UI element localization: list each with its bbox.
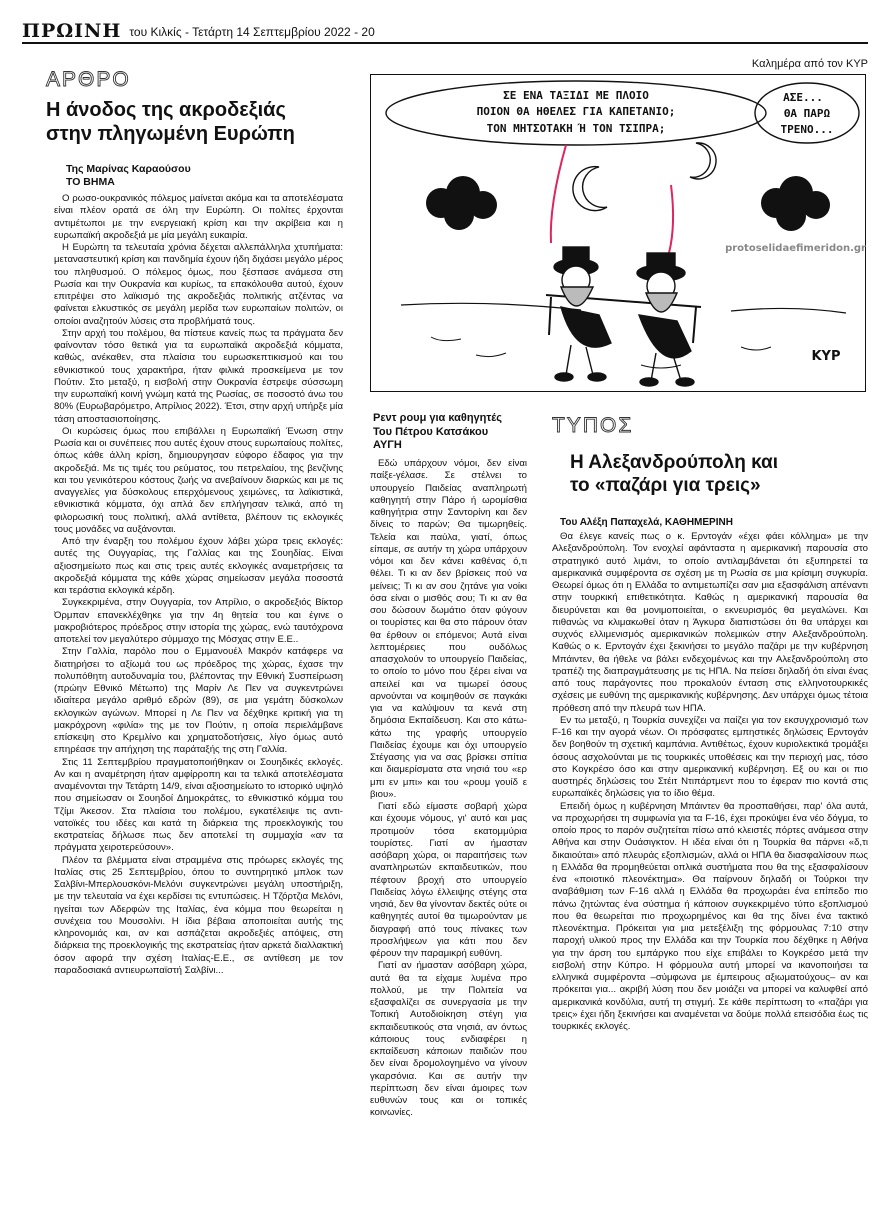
section-label-typos: ΤΥΠΟΣ <box>552 414 634 437</box>
bubble-left-line2: ΠΟΙΟΝ ΘΑ ΗΘΕΛΕΣ ΓΙΑ ΚΑΠΕΤΑΝΙΟ; <box>476 105 676 118</box>
left-article-body <box>54 193 343 1193</box>
header-date-page: του Κιλκίς - Τετάρτη 14 Σεπτεμβρίου 2022 - 20 <box>129 25 375 39</box>
paragraph: Ο ρωσο-ουκρανικός πόλεμος μαίνεται ακόμα και τα αποτελέσματα είναι πλέον ορατά σε όλη την Ευρώπη. Οι πολίτες έρχονται αντιμέτωποι με την ενεργειακή κρίση και την ακρίβεια και η ευρωπαϊκή ακροδεξιά με μία μεγάλη ευκαιρία. <box>54 193 343 241</box>
paragraph: Από την έναρξη του πολέμου έχουν λάβει χώρα τρεις εκλογές: αυτές της Ουγγαρίας, της Γαλλίας και της Σουηδίας. Είναι αξιοσημείωτο πως και στις τρεις αυτές εκλογικές αναμετρήσεις τα ακροδεξιά κόμματα της κάθε χώρας σημείωσαν μεγάλα ποσοστά και τεράστια εκλογικά κέρδη. <box>54 536 343 596</box>
middle-byline-source: ΑΥΓΗ <box>373 439 402 451</box>
left-title-line1: Η άνοδος της ακροδεξιάς <box>46 99 286 121</box>
left-byline-author: Της Μαρίνας Καραούσου <box>66 163 191 175</box>
left-byline-source: ΤΟ ΒΗΜΑ <box>66 176 115 188</box>
paragraph: Η Ευρώπη τα τελευταία χρόνια δέχεται αλλεπάλληλα χτυπήματα: μεταναστευτική κρίση και πανδημία έχουν ήδη διχάσει μεγάλο μέρος του πληθυσμού. Ο πόλεμος όμως, που ξέσπασε ανάμεσα στη Ρωσία και την Ουκρανία και κυρίως, τα επακόλουθα αυτού, έχουν επιτρέψει στο λαϊκισμό της ακροδεξιάς πολιτικής ατζέντας να φαίνεται ελκυστικός σε μεγάλη μερίδα των ευρωπαίων πολιτών, οι οποίοι αναζητούν λύσεις στα προβλήματά τους. <box>54 242 343 327</box>
left-article-title <box>46 98 346 146</box>
cartoon-drawing <box>371 75 864 390</box>
paragraph: Γιατί αν ήμασταν ασόβαρη χώρα, αυτά θα τα είχαμε λυμένα προ πολλού, με την Πολιτεία να εξασφαλίζει σε συνεργασία με την Τοπική Αυτοδιοίκηση στέγη για εκπαιδευτικούς στα νησιά, αν όντως κάποιους τους ενδιαφέρει η εκπαίδευση κάποιων παιδιών που δεν είναι δρομολογημένο να γίνουν γκαρσόνια. Και σε αυτήν την περίπτωση δεν είναι άμοιρες των ευθυνών τους και οι τοπικές κοινωνίες. <box>370 960 527 1119</box>
bubble-right-line3: ΤΡΕΝΟ... <box>780 123 834 136</box>
watermark: protoselidaefimeridon.gr <box>725 243 866 254</box>
section-label-arthro: ΑΡΘΡΟ <box>46 68 131 91</box>
right-title-line1: Η Αλεξανδρούπολη και <box>570 452 779 473</box>
paragraph: Στην αρχή του πολέμου, θα πίστευε κανείς πως τα πράγματα δεν φαίνονταν τόσο θετικά για τα ευρωπαϊκά ακροδεξιά κόμματα, καθώς, ανέκαθεν, στα πλαίσια του ευρωσκεπτικισμού και του εθνικιστικού τους χαρακτήρα, ήταν φιλικά προσκείμενα με τον Πούτιν. Στο μεταξύ, η εισβολή στην Ουκρανία έστρεψε σύσσωμη την ευρωπαϊκή κοινή γνώμη κατά της Ρωσίας, σε ποσοστό άνω του 80% (Ευρωβαρόμετρο, Απρίλιος 2022). Έτσι, στην αρχή υπήρξε μία τάση αποστασιοποίησης. <box>54 327 343 425</box>
left-article-byline <box>66 163 191 189</box>
paragraph: Γιατί εδώ είμαστε σοβαρή χώρα και έχουμε νόμους, γι' αυτό και μας προτιμούν τόσα εκατομμύρια τουρίστες. Γιατί αν ήμασταν ασόβαρη χώρα, οι παραιτήσεις των αναπληρωτών εκπαιδευτικών, που πέφτουν βροχή στο υπουργείο Παιδείας λόγω έλλειψης στέγης στα νησιά, δεν θα γίνονταν δεκτές ούτε οι καθηγητές αυτοί θα τιμωρούνταν με διαγραφή από τους πίνακες των προσλήψεων για κάτι που δεν φέρουν την παραμικρή ευθύνη. <box>370 801 527 959</box>
paragraph: Στην Γαλλία, παρόλο που ο Εμμανουέλ Μακρόν κατάφερε να διατηρήσει το αξίωμά του ως πρόεδρος της χώρας, έχασε την πολυπόθητη αυτοδυναμία του, βλέποντας την Εθνική Συσπείρωση (πρώην Εθνικό Μέτωπο) της Μαρίν Λε Πεν να συγκεντρώνει ιδιαίτερα μεγάλο αριθμό εδρών (89), σε μια γεμάτη δύσκολων εκλογικών αγώνων. Μπορεί η Λε Πεν να δέχθηκε κριτική για τη μακρόχρονη «φιλία» της με τον Πούτιν, η οποία περιελάμβανε επίσκεψη στο Κρεμλίνο και χρηματοδοτήσεις, λίγο όμως αυτό επηρέασε την απήχηση της παράταξής της στη Γαλλία. <box>54 646 343 756</box>
cartoon-credit: Καλημέρα από τον ΚΥΡ <box>751 58 868 70</box>
bubble-right-line2: ΘΑ ΠΑΡΩ <box>783 107 831 120</box>
bubble-left-line3: ΤΟΝ ΜΗΤΣΟΤΑΚΗ Ή ΤΟΝ ΤΣΙΠΡΑ; <box>486 122 666 135</box>
paragraph: Στις 11 Σεπτεμβρίου πραγματοποιήθηκαν οι Σουηδικές εκλογές. Αν και η αναμέτρηση ήταν αμφίρροπη και τα τελικά αποτελέσματα αναμένονται την Τετάρτη 14/9, είναι αξιοσημείωτο το ιστορικό υψηλό που σημείωσαν οι Σουηδοί Δημοκράτες, το εθνικιστικό κόμμα του Τζίμι Άκεσον. Στα πλαίσια του πολέμου, εγκατέλειψε τις αντι-νατοϊκές του ιδέες και κατά τη διάρκεια της προεκλογικής του εκστρατείας δήλωσε πως δεν αποτελεί τη συμμαχία «αν τα πράγματα χειροτερεύσουν». <box>54 756 343 854</box>
paragraph: Οι κυρώσεις όμως που επιβάλλει η Ευρωπαϊκή Ένωση στην Ρωσία και οι συνέπειες που αυτές έχουν στους ευρωπαίους πολίτες, όπως κάθε άλλη κρίση, δημιουργησαν εύφορο έδαφος για την ακροδεξιά. Με τις τιμές του ρεύματος, του πετρελαίου, της βενζίνης και του γενικότερου κόστους ζωής να ανεβαίνουν διαρκώς και με τις αναγγελίες για δύσκολους επερχόμενους χειμώνες, τα λαϊκιστικά, εθνικιστικά κόμματα, όχι απλά δεν επλήγησαν τελικά, από τη φιλορωσική τους πολιτική, αλλά αντίθετα, βλέπουν τις εκλογικές τους μονάδες να αυξάνονται. <box>54 425 343 535</box>
paragraph: Επειδή όμως η κυβέρνηση Μπάιντεν θα προσπαθήσει, παρ' όλα αυτά, να προχωρήσει τη συμφωνία για τα F-16, έχει προκύψει ένα νέο δόγμα, το οποίο προς το παρόν συζητείται πίσω από κλειστές πόρτες ανάμεσα στην Αθήνα και στην Ουάσιγκτον. Η ιδέα είναι ότι η Τουρκία θα πάρνει «δ,τι δικαιούται» από πλευράς εξοπλισμών, αλλά οι ΗΠΑ θα διασφαλίσουν πως η Ελλάδα θα προμηθεύεται οπλικά συστήματα που θα της εξασφαλίσουν ένα «ποιοτικό πλεονέκτημα». Θα παίρνουν δηλαδή οι Τούρκοι την αναβάθμιση των F-16 αλλά η Ελλάδα θα προχωράει ένα επίπεδο πιο πάνω ζητώντας ένα σύστημα ή κάποιον συγκεκριμένο τύπο εξοπλισμού που θα θεωρείται πιο προχωρημένος και θα της δίνει ένα τακτικό πλεονέκτημα. Πρόκειται για μια μετεξέλιξη της φόρμουλας 7:10 στην παροχή υλικού προς την Ελλάδα και την Τουρκία που δέχθηκε η Αθήνα για την άρση του εμπάργκο που είχε επιβάλει το Κογκρέσο μετά την εισβολή στην Κύπρο. Η φόρμουλα αυτή μπορεί να ικανοποιήσει τα ελληνικά συμφέροντα –σύμφωνα με έμπειρους αξιωματούχους– αν και πρόκειται για... ακριβή λύση που δεν μοιάζει να μπορεί να καλυφθεί από αμερικανικά κονδύλια, αυτή τη στιγμή. Σε κάθε περίπτωση το «παζάρι για τρεις» έχει ήδη ξεκινήσει και αναμένεται να δούμε πολλά επεισόδια έως τις τουρκικές εκλογές. <box>552 800 868 1032</box>
right-article-byline: Του Αλέξη Παπαχελά, ΚΑΘΗΜΕΡΙΝΗ <box>560 517 733 528</box>
paragraph: Εν τω μεταξύ, η Τουρκία συνεχίζει να παίζει για τον εκσυγχρονισμό των F-16 και την αγορά νέων. Οι πρόσφατες εμπηστικές δηλώσεις Ερντογάν δεν βοηθούν τη σχετική καμπάνια. Αντιθέτως, έχουν κυριολεκτικά τρομάξει όσους ασχολούνται με τις τουρκικές υποθέσεις και την περιοχή μας, τόσο στο Κογκρέσο όσο και στην αμερικανική κυβέρνηση. Εξ ου και οι πιο αυστηρές δηλώσεις του Στέιτ Ντιπάρτμεντ που το έφεραν πιο κοντά στις ευρωπαϊκές δηλώσεις για το ίδιο θέμα. <box>552 714 868 800</box>
paragraph: Πλέον τα βλέμματα είναι στραμμένα στις πρόωρες εκλογές της Ιταλίας στις 25 Σεπτεμβρίου, όπου το συντηρητικό μπλοκ των Σαλβίνι-Μπερλουσκόνι-Μελόνι συγκεντρώνει μεγάλη υποστήριξη, με την τελευταία να έχει κερδίσει τις εντυπώσεις. Η Τζόρτζια Μελόνι, ηγείται των Αδερφών της Ιταλίας, ένα κόμμα που θεωρείται η συνέχεια του Μουσολίνι. Η ίδια βέβαια αποποιείται αυτής της κληρονομιάς και, αν και ασπάζεται ακροδεξιές απόψεις, στη διάρκεια της προεκλογικής της εκστρατείας ήταν αρκετά διαλλακτική όσον αφορά την σχέση Ιταλίας-Ε.Ε., σε αντίθεση με τον παραδοσιακά αντιευρωπαϊστή Σαλβίνι... <box>54 854 343 976</box>
middle-article-header <box>373 412 502 453</box>
paragraph: Εδώ υπάρχουν νόμοι, δεν είναι παίξε-γέλασε. Σε στέλνει το υπουργείο Παιδείας αναπληρωτή καθηγητή στην Πάρο ή ωρομίσθια καθηγήτρια στην Σαντορίνη και δεν δίνεις το παρών; Θα τιμωρηθείς. Τελεία και παύλα, γιατί, όπως είπαμε, σε αυτήν τη χώρα υπάρχουν νόμοι και δεν κάνει καθένας ό,τι θέλει. Τι κι αν δεν βρίσκεις πού να μείνεις; Τι κι αν σου ζητάνε για νοίκι όσα είναι ο μισθός σου; Τι κι αν θα σου δώσουν δωμάτιο όταν φύγουν οι τουρίστες και θα στο πάρουν όταν θα έρθουν οι επόμενοι; Αυτά είναι λεπτομέρειες που ουδόλως απασχολούν το υπουργείο Παιδείας, το οποίο το μόνο που ξέρει είναι να απειλεί και να τιμωρεί όσους αρνούνται να κοιμηθούν σε παγκάκι για να καλύψουν τα κενά στη δημόσια Εκπαίδευση. Και στο κάτω-κάτω της γραφής υπουργείο Παιδείας έχουμε και όχι υπουργείο Στέγασης για να σας βρίσκει σπίτια και διαμερίσματα στα νησιά του «ερ μπι εν μπι» και του «ρουμ γουίδ ε βιου». <box>370 458 527 800</box>
middle-title: Ρεντ ρουμ για καθηγητές <box>373 412 502 424</box>
paragraph: Θα έλεγε κανείς πως ο κ. Ερντογάν «έχει φάει κόλλημα» με την Αλεξανδρούπολη. Τον ενοχλεί αφάνταστα η αμερικανική παρουσία στο στρατηγικό αυτό λιμάνι, το οποίο αντιλαμβάνεται ότι εξυπηρετεί τα αμερικανικά συμφέροντα σε σχέση με τη Ρωσία σε μια κρίσιμη συγκυρία. Θεωρεί όμως ότι η Ελλάδα το αντιμετωπίζει σαν μια εξασφάλιση απέναντι στην τουρκική επιθετικότητα. Καθώς η αμερικανική παρουσία θα διευρύνεται και θα μονιμοποιείται, ο εκνευρισμός θα μεγαλώνει. Και πιθανώς να κλιμακωθεί όταν η Άγκυρα διαπιστώσει ότι θα υπάρχει και συχνός ελλιμενισμός αμερικανικών πολεμικών στην Αλεξανδρούπολη. Καθώς ο κ. Ερντογάν έχει ξεκινήσει το μεγάλο παζάρι με την κυβέρνηση Μπάιντεν, θα ήθελε να βάλει ενδεχομένως και την Αλεξανδρούπολη στο τραπέζι της διαπραγμάτευσης με τις ΗΠΑ. Να πείσει δηλαδή ότι είναι ένας από τους παράγοντες που προκαλούν ένταση στις ελληνοτουρκικές σχέσεις με ευθύνη της αμερικανικής κυβέρνησης. Δεν υπάρχει όμως τέτοια πρόθεση από την πλευρά των ΗΠΑ. <box>552 531 868 714</box>
paragraph: Συγκεκριμένα, στην Ουγγαρία, τον Απρίλιο, ο ακροδεξιός Βίκτορ Όρμπαν επανεκλέχθηκε για την 4η θητεία του και έγινε ο μακροβιότερος πρόεδρος στην ιστορία της χώρας, ενώ ταυτόχρονα αποτελεί τον μεγαλύτερο σύμμαχο της Μόσχας στην Ε.Ε.. <box>54 597 343 645</box>
middle-byline-author: Του Πέτρου Κατσάκου <box>373 425 489 438</box>
cartoon-signature: ΚΥΡ <box>811 349 841 364</box>
middle-article-body <box>370 458 527 1178</box>
page-header <box>22 20 868 44</box>
cartoon <box>370 74 866 392</box>
masthead: ΠΡΩΙΝΗ <box>22 20 122 42</box>
bubble-left-line1: ΣΕ ΕΝΑ ΤΑΞΙΔΙ ΜΕ ΠΛΟΙΟ <box>503 89 649 102</box>
right-article-body <box>552 531 868 1181</box>
left-title-line2: στην πληγωμένη Ευρώπη <box>46 123 295 145</box>
right-article-title <box>570 452 870 498</box>
bubble-right-line1: ΑΣΕ... <box>783 91 823 104</box>
right-title-line2: το «παζάρι για τρεις» <box>570 474 761 496</box>
